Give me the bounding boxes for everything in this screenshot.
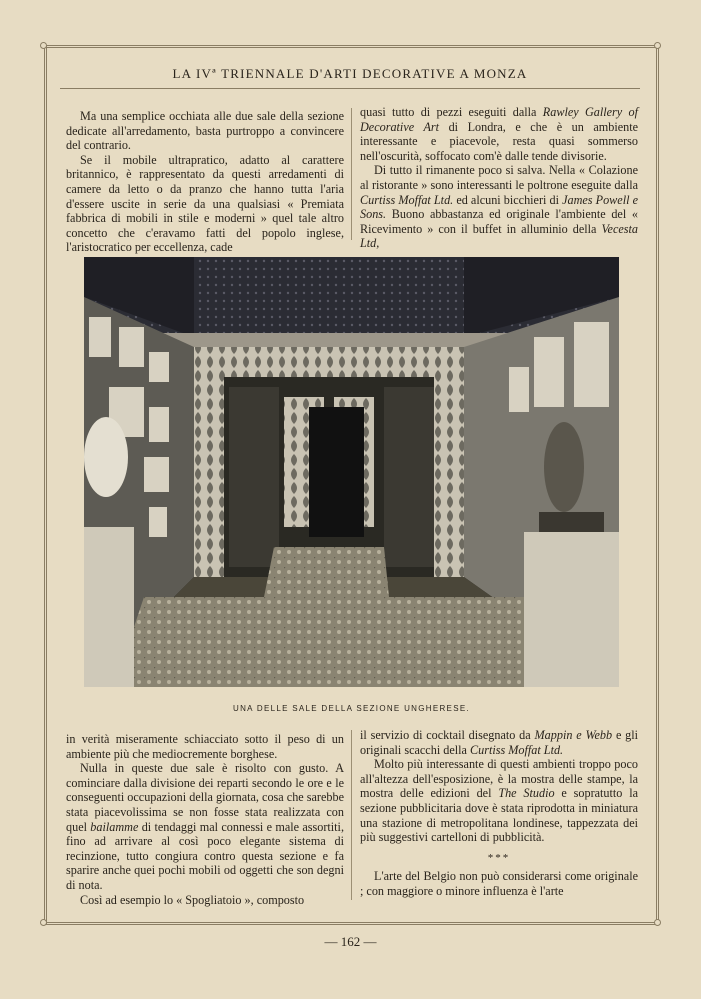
paragraph: L'arte del Belgio non può considerarsi come originale ; con maggiore o minore influenza è l'arte [360,869,638,898]
paragraph: Molto più interessante di questi ambienti troppo poco all'altezza dell'esposizione, è la mostra delle stampe, la mostra delle edizioni del The Studio e sopratutto la sezione pubblicitaria dove è stata riprodotta in miniatura una stazione di metropolitana londinese, tappezzata dei più suggestivi cartelloni di pubblicità. [360,757,639,845]
paragraph: il servizio di cocktail disegnato da Mappin e Webb e gli originali scacchi della Curtiss Moffat Ltd. [360,728,639,757]
page-number: — 162 — [324,934,377,949]
gallery-name: Rawley Gallery of Decorative Art [360,105,638,134]
frame-corner-ornament [654,42,661,49]
paragraph: Ma una semplice occhiata alle due sale della sezione dedicate all'arredamento, basta purtroppo a convincere del contrario. [66,109,344,153]
paragraph: quasi tutto di pezzi eseguiti dalla Rawley Gallery of Decorative Art di Londra, e che è un ambiente interessante e piacevole, resta quasi sommerso nell'oscurità, soffocato com'è dalle tende divisorie. [360,105,639,163]
column-bottom-right [360,728,638,899]
photo-illustration [84,257,619,687]
section-separator: *** [487,851,511,864]
page-frame-right [656,45,659,925]
column-divider [351,108,352,240]
page-frame-bottom [44,922,658,925]
column-divider [351,730,352,900]
column-top-right [360,105,638,251]
paragraph: Di tutto il rimanente poco si salva. Nella « Colazione al ristorante » sono interessanti le poltrone eseguite dalla Curtiss Moffat Ltd. ed alcuni bicchieri di James Powell e Sons. Buono abbastanza ed originale l'ambiente del « Ricevimento » con il buffet in alluminio della Vecesta Ltd, [360,163,639,251]
header-rule [60,88,640,89]
frame-corner-ornament [40,919,47,926]
photo-caption: UNA DELLE SALE DELLA SEZIONE UNGHERESE. [233,704,470,713]
running-head: LA IVª TRIENNALE D'ARTI DECORATIVE A MONZA [172,66,528,81]
frame-corner-ornament [40,42,47,49]
paragraph: Così ad esempio lo « Spogliatoio », composto [80,892,305,907]
paragraph: Se il mobile ultrapratico, adatto al carattere britannico, è rappresentato da questi arredamenti di camere da letto o da pranzo che hanno tutta l'aria d'essere uscite in serie da una qualsiasi « Premiata fabbrica di mobili in stile e moderni » quel tale altro concetto che c'eravamo fatti del popolo inglese, l'aristocratico per eccellenza, cade [66,152,344,255]
column-bottom-left [66,732,344,907]
paragraph: Nulla in queste due sale è risolto con gusto. A cominciare dalla divisione dei reparti secondo le ore e le conseguenti occupazioni della giornata, cosa che sarebbe stata piacevolissima se non fosse stata realizzata con quel bailamme di tendaggi mal connessi e male assortiti, fino ad arrivare al così poco elegante sistema di recinzione, tutto congiura contro questa sezione e fa sparire anche quei pochi mobili od oggetti che son degni di nota. [66,761,344,892]
page-frame-top [44,45,658,48]
page-frame-left [44,45,47,925]
paragraph: in verità miseramente schiacciato sotto il peso di un ambiente più che mediocremente borghese. [66,732,344,761]
frame-corner-ornament [654,919,661,926]
hungarian-room-photograph [84,257,619,687]
column-top-left [66,109,344,255]
